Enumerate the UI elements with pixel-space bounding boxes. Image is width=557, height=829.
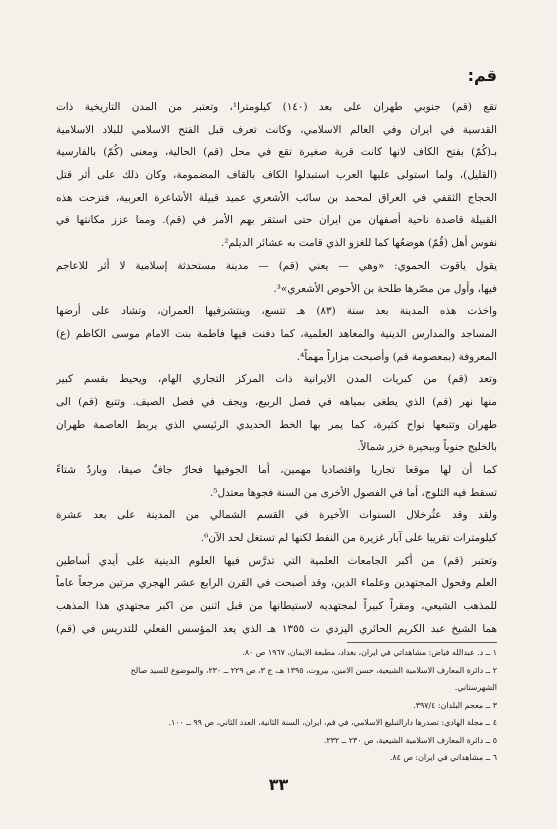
page-number: ٣٣ xyxy=(268,775,289,794)
body-line: واخذت هذه المدينة بعد سنة (٨٣) هـ تتسع، وينتشرفيها العمران، وتشاد على أرضها xyxy=(56,305,497,318)
body-line: الحجاج الثقفي في العراق لمحمد بن سائب الأشعري عميد قبيلة الأشاعرة العربية، فنزحت هذه xyxy=(56,191,497,204)
body-line: وتعد (قم) من كبريات المدن الايرانية ذات المركز التجاري الهام، ويحيط بقسم كبير xyxy=(56,373,497,386)
body-line: نفوس أهل (قُمّ) هوضعُها كما للغزو الذي قامت به عشائر الديلم². xyxy=(220,237,497,250)
body-line: فيها، وأول من مصّرها طلحة بن الأحوص الأشعري»³. xyxy=(273,282,497,295)
body-line: القبيلة قاصدة ناحية أصفهان من ايران حتى استقر بهم الأمر في (قم). ومما عزز مكانتها في xyxy=(56,214,497,227)
footnote: الشهرستاني. xyxy=(454,683,497,692)
footnote: ٤ ــ مجلة الهادي: تصدرها دارالتبليغ الاسلامي، في قم، ايران، السنة الثانية، العدد الثاني، ص ٩٩ ــ ١٠٠. xyxy=(168,718,497,727)
body-line: تسقط فيه الثلوج، أما في الفصول الأخرى من السنة فجوها معتدل⁵. xyxy=(209,486,497,499)
body-line: بالخليج جنوباً وببحيرة خزر شمالاً. xyxy=(357,441,497,454)
footnote: ٥ ــ دائرة المعارف الاسلامية الشيعية، ص ٢٣٠ ــ ٢٣٢. xyxy=(323,735,497,745)
body-line: القدسية في ايران وفي العالم الاسلامي، وكانت تعرف قبل الفتح الاسلامي للبلاد الاسلامية xyxy=(56,123,497,136)
body-line: ولقد وقد عثُرخلال السنوات الأخيرة في القسم الشمالي من المدينة على بعد عشرة xyxy=(56,509,497,522)
footnotes xyxy=(56,644,497,767)
body-line: المساجد والمدارس الدينية والمعاهد العلمية، كما دفنت فيها فاطمة بنت الامام موسى الكاظم (ع) xyxy=(56,327,497,340)
body-line: طهران وتتبعها نواح كثيرة، كما يمر بها الخط الحديدي الرئيسي الذي يربط العاصمة طهران xyxy=(56,418,497,431)
body-text xyxy=(56,96,497,641)
body-line: بـ(كُمّ) بفتح الكاف لانها كانت قرية صغيرة تقع في محل (قم) الحالية، ومعنى (كُمّ) بالفارسية xyxy=(56,146,497,159)
body-line: كيلومترات تقريبا على آبار غزيرة من النفط لكنها لم تستغل لحد الآن⁶. xyxy=(200,532,497,545)
body-line: المعروفة (بمعصومة قم) وأصبحت مزاراً مهماً⁴. xyxy=(296,350,497,363)
body-line: تقع (قم) جنوبي طهران على بعد (١٤٠) كيلومترا¹، وتعتبر من المدن التاريخية ذات xyxy=(56,101,497,113)
body-line: للمذهب الشيعي، ومقراً كبيراً لمجتهديه لاستيطانها من قبل اثنين من اكبر مجتهدي هذا المذهب xyxy=(56,600,497,613)
footnote: ١ ــ د. عبدالله فياض: مشاهداتي في ايران، بغداد، مطبعة الايمان، ١٩٦٧ ص ٨٠. xyxy=(242,648,497,657)
body-line: العلم وفحول المجتهدين وعلماء الدين، وقد أصبحت في القرن الرابع عشر الهجري مرتين مرجعاً عاماً xyxy=(56,577,497,590)
footnote: ٣ ــ معجم البلدان: ٣٩٧/٤. xyxy=(413,700,497,710)
body-line: كما أن لها موقعا تجاريا واقتصاديا مهمين، أما الجوفيها فحارٌ جافٌ صيفا، وباردٌ شتاءً xyxy=(56,464,497,476)
body-line: وتعتبر (قم) من أكبر الجامعات العلمية التي تدرَّس فيها العلوم الدينية على أيدي أساطين xyxy=(56,554,497,567)
body-line: (القليل)، ولما استولى عليها العرب استبدلوا الكاف بالقاف المضمومة، وكان ذلك على أثر قتل xyxy=(56,169,497,182)
footnote-divider xyxy=(347,642,497,643)
body-line: هما الشيخ عبد الكريم الحائري اليزدي ت ١٣٥٥ هـ الذي يعد المؤسس الفعلي للتدريس في (قم) xyxy=(56,622,497,635)
section-heading: قم: xyxy=(467,66,497,85)
body-line: منها نهر (قم) الذي يطغى بمياهه في فصل الربيع، ويجف في فصل الصيف. وتتبع (قم) الى xyxy=(56,395,497,408)
footnote: ٢ ــ دائرة المعارف الاسلامية الشيعية، حسن الامين، بيروت، ١٣٩٥ هـ، ج ٣، ص ٢٢٩ ــ ٢٣٠، والموضوع للسيد صالح xyxy=(130,665,497,675)
footnote: ٦ ــ مشاهداتي في ايران: ص ٨٤. xyxy=(389,753,497,762)
body-line: يقول ياقوت الحموي: «وهي — يعني (قم) — مدينة مستحدثة إسلامية لا أثر للاعاجم xyxy=(56,259,497,272)
